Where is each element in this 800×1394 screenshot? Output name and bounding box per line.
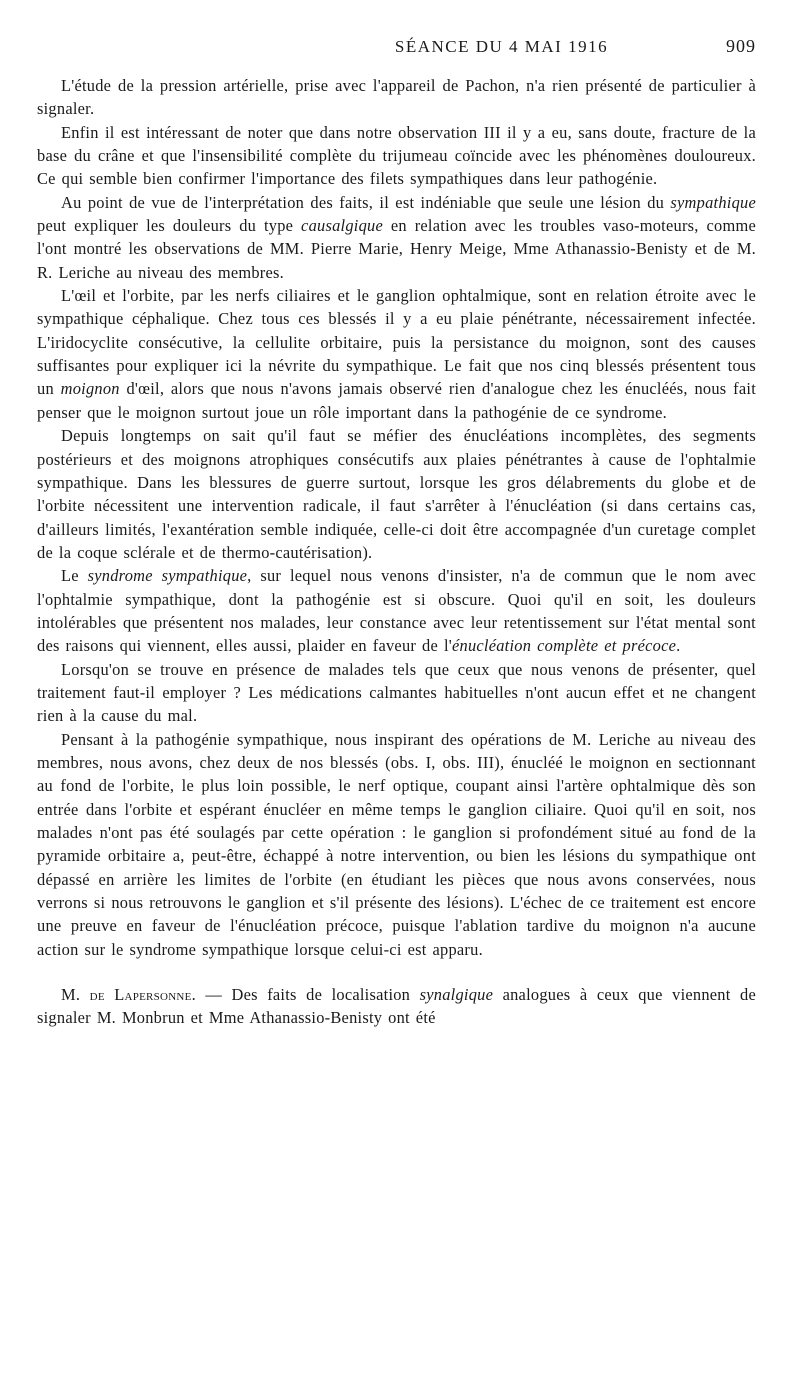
paragraph-7: [37, 658, 756, 728]
italic-run: moignon: [60, 379, 120, 399]
text-run: Lorsqu'on se trouve en présence de malades tels que ceux que nous venons de présenter, quel traitement faut-il employer ? Les médications calmantes habituelles n'ont aucun effet et ne changent rien à la cause du mal.: [37, 659, 756, 726]
paragraph-6: [37, 564, 756, 657]
paragraph-5: [37, 424, 756, 564]
text-run: Depuis longtemps on sait qu'il faut se méfier des énucléations incomplètes, des segments postérieurs et des moignons atrophiques consécutifs aux plaies pénétrantes à cause de l'ophtalmie sympathique. Dans les blessures de guerre surtout, lorsque les gros délabrements du globe et de l'orbite nécessitent une intervention radicale, il faut s'arrêter à l'énucléation (si dans certains cas, d'ailleurs limités, l'exantération semble indiquée, celle-ci doit être accompagnée d'un curetage complet de la coque sclérale et de thermo-cautérisation).: [37, 426, 756, 562]
text-run: .: [676, 636, 681, 656]
text-run: d'œil, alors que nous n'avons jamais observé rien d'analogue chez les énucléés, nous fait penser que le moignon surtout joue un rôle important dans la pathogénie de ce syndrome.: [37, 379, 756, 422]
paragraph-3: [37, 191, 756, 284]
body-text: [37, 74, 756, 1030]
running-head: SÉANCE DU 4 MAI 1916: [394, 37, 609, 56]
paragraph-8: [37, 728, 756, 961]
italic-run: synalgique: [419, 985, 494, 1005]
text-run: L'étude de la pression artérielle, prise avec l'appareil de Pachon, n'a rien présenté de particulier à signaler.: [37, 76, 756, 119]
text-run: peut expliquer les douleurs du type: [37, 216, 302, 236]
text-run: Pensant à la pathogénie sympathique, nous inspirant des opérations de M. Leriche au niveau des membres, nous avons, chez deux de nos blessés (obs. I, obs. III), énucléé le moignon en sectionnant au fond de l'orbite, le plus loin possible, le nerf optique, coupant ainsi l'artère ophtalmique dès son entrée dans l'orbite et espérant énucléer en même temps le ganglion ciliaire. Quoi qu'il en soit, nos malades n'ont pas été soulagés par cette opération : le ganglion si profondément situé au fond de la pyramide orbitaire a, peut-être, échappé à notre intervention, ou bien les lésions du sympathique ont dépassé en arrière les limites de l'orbite (en étudiant les pièces que nous avons conservées, nous verrons si nous retrouvons le ganglion et s'il présente des lésions). L'échec de ce traitement est encore une preuve en faveur de l'énucléation précoce, puisque l'ablation tardive du moignon n'a aucune action sur le syndrome sympathique lorsque celui-ci est apparu.: [37, 729, 756, 959]
text-run: , sur lequel nous venons d'insister, n'a de commun que le nom avec l'ophtalmie sympathique, dont la pathogénie est si obscure. Quoi qu'il en soit, les douleurs intolérables que présentent nos malades, leur constance avec leur retentissement sur l'état mental sont des raisons qui viennent, elles aussi, plaider en faveur de l': [37, 566, 756, 656]
page-header: [37, 36, 756, 66]
text-run: L'œil et l'orbite, par les nerfs ciliaires et le ganglion ophtalmique, sont en relation étroite avec le sympathique céphalique. Chez tous ces blessés il y a eu plaie pénétrante, nécessairement infectée. L'iridocyclite consécutive, la cellulite orbitaire, puis la persistance du moignon, sont des causes suffisantes pour expliquer ici la névrite du sympathique. Le fait que nos cinq blessés présentent tous un: [37, 286, 756, 399]
italic-run: causalgique: [301, 216, 384, 236]
italic-run: énucléation complète et précoce: [451, 636, 677, 656]
text-run: . — Des faits de localisation: [191, 985, 420, 1005]
text-run: Au point de vue de l'interprétation des faits, il est indéniable que seule une lésion du: [61, 192, 671, 212]
paragraph-4: [37, 284, 756, 424]
text-run: Le: [61, 566, 88, 586]
text-run: Enfin il est intéressant de noter que dans notre observation III il y a eu, sans doute, fracture de la base du crâne et que l'insensibilité complète du trijumeau coïncide avec les phénomènes douloureux. Ce qui semble bien confirmer l'importance des filets sympathiques dans leur pathogénie.: [37, 122, 756, 189]
paragraph-2: [37, 121, 756, 191]
smallcaps-name: de Lapersonne: [89, 985, 192, 1005]
page-number: 909: [725, 36, 756, 56]
text-run: analogues à ceux que viennent de signaler M. Monbrun et Mme Athanassio-Benisty ont été: [37, 985, 756, 1028]
paragraph-1: [37, 74, 756, 121]
paragraph-9-speaker: [37, 983, 756, 1030]
italic-run: sympathique: [670, 192, 756, 212]
italic-run: syndrome sympathique: [87, 566, 248, 586]
text-run: en relation avec les troubles vaso-moteurs, comme l'ont montré les observations de MM. Pierre Marie, Henry Meige, Mme Athanassio-Benisty et de M. R. Leriche au niveau des membres.: [37, 216, 756, 282]
text-run: M.: [61, 985, 90, 1005]
